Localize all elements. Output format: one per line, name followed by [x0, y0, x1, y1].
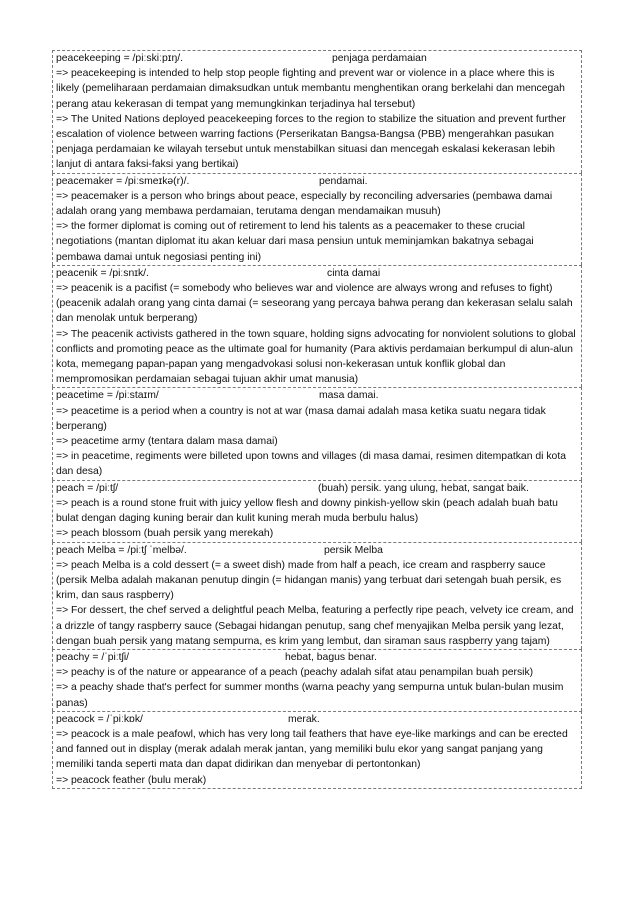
headword: peach Melba = /piːtʃ ˈmelbə/. — [56, 544, 187, 556]
dictionary-page — [52, 50, 582, 789]
translation: hebat, bagus benar. — [285, 651, 377, 663]
entry-head — [56, 174, 579, 189]
translation: merak. — [288, 713, 320, 725]
entry-head — [56, 481, 579, 496]
definition-line: => peacekeeping is intended to help stop people fighting and prevent war or violence in a place where this is likely (pemeliharaan perdamaian dimaksudkan untuk membantu menghentikan orang berkelahi dan mencegah perang atau kekerasan di tempat yang memungkinkan terjadinya hal tersebut) — [56, 68, 565, 110]
headword: peacetime = /piːstaɪm/ — [56, 390, 159, 402]
translation: persik Melba — [324, 544, 383, 556]
headword: peach = /piːtʃ/ — [56, 482, 119, 494]
headword: peacemaker = /piːsmeɪkə(r)/. — [56, 175, 190, 187]
entry-peachy — [52, 649, 582, 711]
entry-head — [56, 388, 579, 403]
definition-line: => peacetime is a period when a country is not at war (masa damai adalah masa ketika suatu negara tidak berperang) — [56, 405, 546, 432]
example-line: => peach blossom (buah persik yang merekah) — [56, 528, 274, 540]
translation: pendamai. — [319, 175, 368, 187]
headword: peacenik = /piːsnɪk/. — [56, 267, 149, 279]
translation: penjaga perdamaian — [332, 53, 427, 64]
entry-peacock — [52, 711, 582, 789]
entry-peacekeeping — [52, 50, 582, 173]
definition-line: => peach is a round stone fruit with juicy yellow flesh and downy pinkish-yellow skin (peach adalah buah batu bulat dengan daging kuning berair dan kulit kuning merah muda berbulu halus) — [56, 497, 558, 525]
example-line: => For dessert, the chef served a delightful peach Melba, featuring a perfectly ripe peach, velvety ice cream, and a drizzle of tangy raspberry sauce (Sebagai hidangan penutup, sang chef menyajikan Melba persik yang lezat, dengan buah persik yang matang sempurna, es krim yang lembut, dan siraman saus raspberry yang tajam) — [56, 605, 574, 647]
translation: masa damai. — [319, 390, 379, 402]
headword: peacock = /ˈpiːkɒk/ — [56, 713, 143, 725]
entry-peach — [52, 480, 582, 542]
example-line: => The peacenik activists gathered in the town square, holding signs advocating for nonviolent solutions to global conflicts and promoting peace as the ultimate goal for humanity (Para aktivis perdamaian berkumpul di alun-alun kota, memegang papan-papan yang mengadvokasi solusi non-kekerasan untuk konflik global dan mempromosikan perdamaian sebagai tujuan akhir umat manusia) — [56, 328, 576, 386]
definition-line: => peach Melba is a cold dessert (= a sweet dish) made from half a peach, ice cream and raspberry sauce (persik Melba adalah makanan penutup dingin (= hidangan manis) yang terbuat dari setengah buah persik, es krim, dan saus raspberry) — [56, 559, 562, 602]
headword: peachy = /ˈpiːtʃi/ — [56, 651, 130, 663]
entry-peach-melba — [52, 542, 582, 649]
example-line: => a peachy shade that's perfect for summer months (warna peachy yang sempurna untuk bulan-bulan musim panas) — [56, 682, 564, 709]
definition-line: => peacemaker is a person who brings about peace, especially by reconciling adversaries (pembawa damai adalah orang yang membawa perdamaian, terutama dengan mendamaikan musuh) — [56, 190, 553, 218]
entry-head — [56, 712, 579, 727]
entry-head — [56, 266, 579, 281]
translation: cinta damai — [327, 267, 381, 279]
translation: (buah) persik. yang ulung, hebat, sangat baik. — [318, 482, 529, 494]
definition-line: => peacenik is a pacifist (= somebody who believes war and violence are always wrong and refuses to fight) (peacenik adalah orang yang cinta damai (= seseorang yang percaya bahwa perang dan kekerasan selalu salah dan menolak untuk berperang) — [56, 283, 573, 325]
entry-head — [56, 543, 579, 558]
example-line: => the former diplomat is coming out of retirement to lend his talents as a peacemaker to these crucial negotiations (mantan diplomat itu akan keluar dari masa pensiun untuk meminjamkan bakatnya sebagai pembawa damai untuk negosiasi penting ini) — [56, 221, 534, 263]
headword: peacekeeping = /piːskiːpɪŋ/. — [56, 53, 184, 64]
example-line: => The United Nations deployed peacekeeping forces to the region to stabilize the situation and prevent further escalation of violence between warring factions (Perserikatan Bangsa-Bangsa (PBB) mengerahkan pasukan penjaga perdamaian ke wilayah tersebut untuk menstabilkan situasi dan mencegah eskalasi kekerasan lebih lanjut di antara faksi-faksi yang bertikai) — [56, 113, 566, 171]
entry-peacetime — [52, 387, 582, 479]
definition-line: => peacock is a male peafowl, which has very long tail feathers that have eye-like markings and can be erected and fanned out in display (merak adalah merak jantan, yang memiliki bulu ekor yang sangat panjang yang memiliki tanda seperti mata dan dapat didirikan dan menyebar di pertontonkan) — [56, 728, 568, 771]
example-line: => peacock feather (bulu merak) — [56, 774, 207, 786]
example-line: => in peacetime, regiments were billeted upon towns and villages (di masa damai, resimen ditempatkan di kota dan desa) — [56, 451, 566, 478]
entry-head — [56, 650, 579, 665]
entry-head — [56, 51, 579, 66]
entry-peacenik — [52, 265, 582, 388]
example-line: => peacetime army (tentara dalam masa damai) — [56, 436, 278, 448]
definition-line: => peachy is of the nature or appearance of a peach (peachy adalah sifat atau penampilan buah persik) — [56, 667, 534, 679]
entry-peacemaker — [52, 173, 582, 265]
